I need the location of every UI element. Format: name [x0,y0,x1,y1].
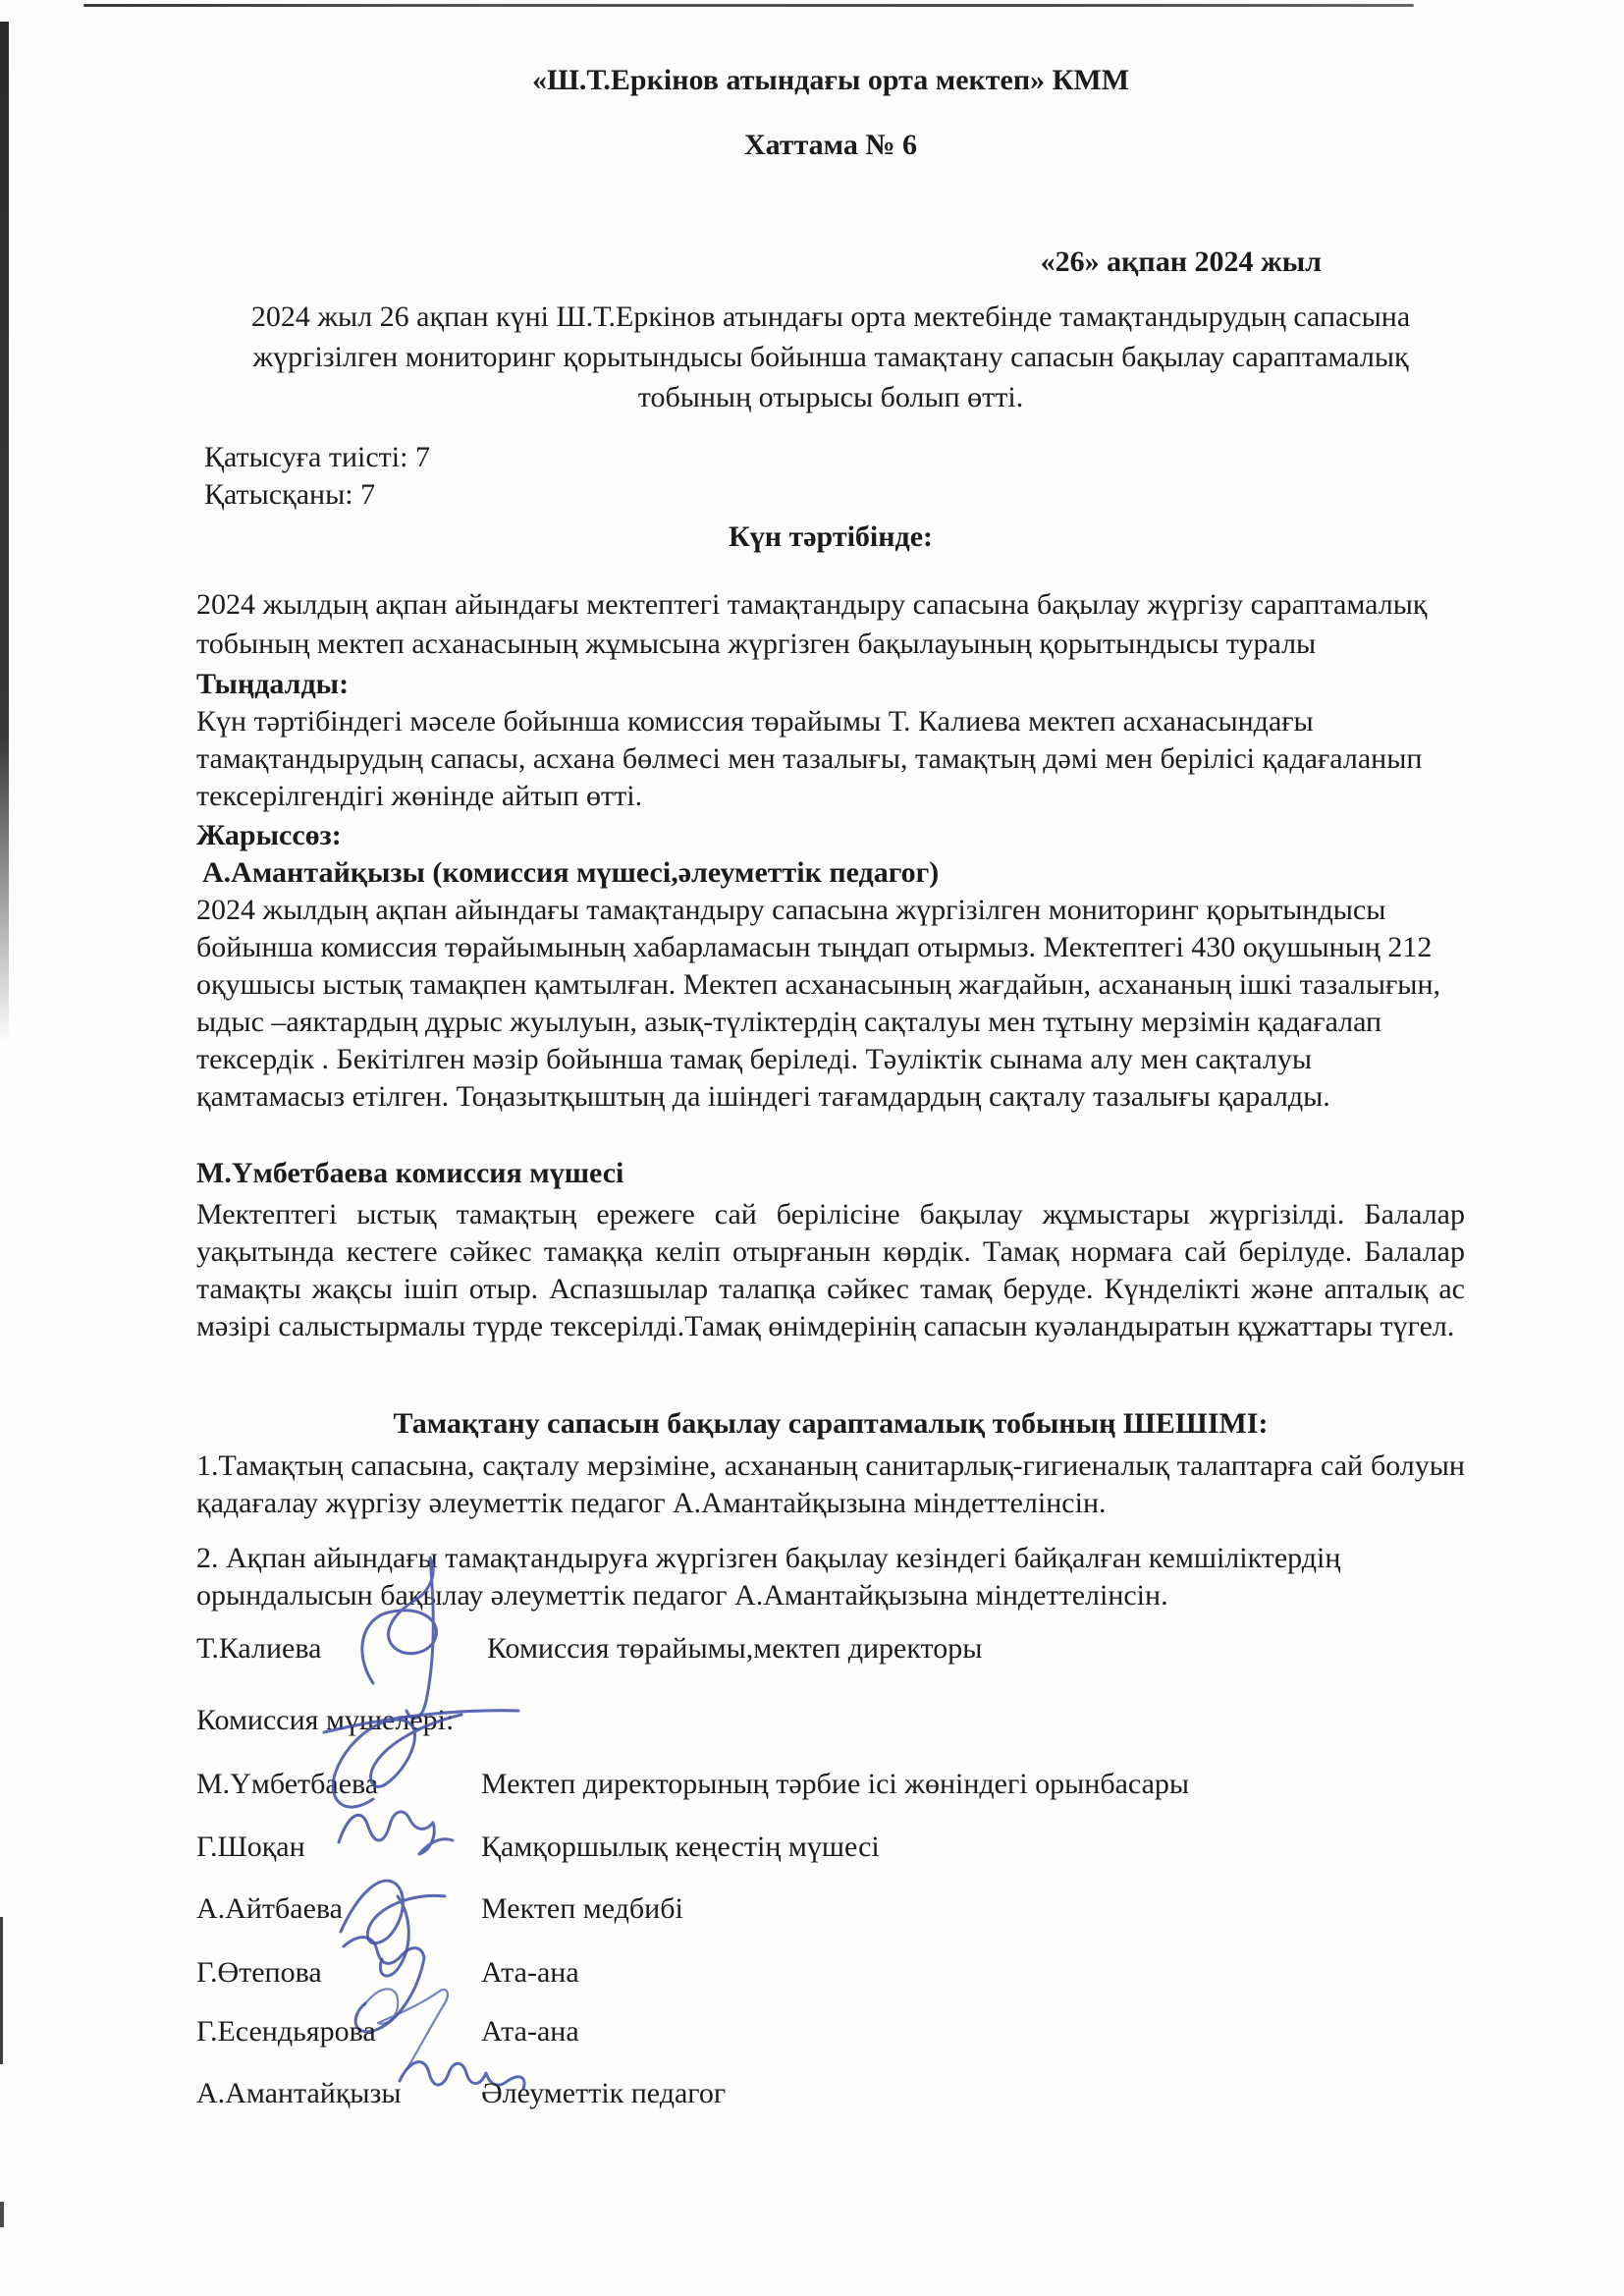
agenda-heading: Күн тәртібінде: [728,520,934,553]
decision-item-2: 2. Ақпан айындағы тамақтандыруға жүргізген бақылау кезіндегі байқалған кемшіліктердің орындалысын бақылау әлеуметтік педагог А.Амантайқызына міндеттелінсін. [196,1542,1341,1612]
signatory-role: Мектеп директорының тәрбие ісі жөніндегі орынбасары [481,1768,1190,1800]
heard-paragraph: Күн тәртібіндегі мәселе бойынша комиссия төрайымы Т. Калиева мектеп асханасындағы тамақтандырудың сапасы, асхана бөлмесі мен тазалығы, тамақтың дәмі мен берілісі қадағаланып тексерілгендігі жөнінде айтып өтті. [196,705,1423,812]
heard-heading: Тыңдалды: [196,668,350,700]
signatory-name: Г.Өтепова [196,1956,322,1989]
signature-row-member [196,2013,1465,2084]
signatory-role: Ата-ана [481,1956,579,1989]
decision-heading: Тамақтану сапасын бақылау сараптамалық тобының ШЕШІМІ: [393,1407,1269,1440]
commission-members-label: Комиссия мүшелері: [196,1704,455,1736]
decision-item-1: 1.Тамақтың сапасына, сақталу мерзіміне, асхананың санитарлық-гигиеналық талаптарға сай болуын қадағалау жүргізу әлеуметтік педагог А.Амантайқызына міндеттелінсін. [196,1449,1465,1519]
organization-title: «Ш.Т.Еркінов атындағы орта мектеп» КММ [531,64,1130,96]
signatory-name: М.Үмбетбаева [196,1768,379,1800]
signatory-name: Т.Калиева [196,1632,322,1665]
speaker2-paragraph: Мектептегі ыстық тамақтың ережеге сай берілісіне бақылау жұмыстары жүргізілді. Балалар уақытында кестеге сәйкес тамаққа келіп отырғанын көрдік. Тамақ нормаға сай берілуде. Балалар тамақты жақсы ішіп отыр. Аспазшылар талапқа сәйкес тамақ беруде. Күнделікті және апталық ас мәзірі салыстырмалы түрде тексерілді.Тамақ өнімдерінің сапасын куәландыратын құжаттары түгел. [196,1198,1465,1342]
speeches-heading: Жарыссөз: [196,819,342,851]
document-date: «26» ақпан 2024 жыл [1040,246,1322,278]
scan-edge-top-line [83,4,1414,7]
signatory-role: Комиссия төрайымы,мектеп директоры [487,1632,983,1665]
speaker1-paragraph: 2024 жылдың ақпан айындағы тамақтандыру сапасына жүргізілген мониторинг қорытындысы бойынша комиссия төрайымының хабарламасын тыңдап отырмыз. Мектептегі 430 оқушының 212 оқушысы ыстық тамақпен қамтылған. Мектеп асханасының жағдайын, асхананың ішкі тазалығын, ыдыс –аяктардың дұрыс жуылуын, азық-түліктердің сақталуы мен тұтыну мерзімін қадағалап тексердік . Бекітілген мәзір бойынша тамақ беріледі. Тәуліктік сынама алу мен сақталуы қамтамасыз етілген. Тоңазытқыштың да ішіндегі тағамдардың сақталу тазалығы қаралды. [196,894,1441,1113]
scan-edge-left-strip-lower [0,1917,3,2064]
attendance-required: Қатысуға тиісті: 7 [204,441,430,473]
signatory-role: Қамқоршылық кеңестің мүшесі [481,1831,880,1863]
scan-edge-left-strip [0,22,9,1043]
speaker1-heading: А.Амантайқызы (комиссия мүшесі,әлеуметтік педагог) [202,856,940,889]
protocol-number-title: Хаттама № 6 [743,129,918,161]
signature-row-member [196,2075,1465,2146]
signatory-role: Ата-ана [481,2015,579,2048]
signatory-name: Г.Есендьярова [196,2015,376,2048]
signatory-name: А.Амантайқызы [196,2077,402,2109]
signatory-name: А.Айтбаева [196,1892,343,1925]
scan-edge-left-tick [0,2202,4,2227]
signatory-role: Мектеп медбибі [481,1892,683,1925]
intro-paragraph: 2024 жыл 26 ақпан күні Ш.Т.Еркінов атындағы орта мектебінде тамақтандырудың сапасына жүргізілген мониторинг қорытындысы бойынша тамақтану сапасын бақылау сараптамалық тобының отырысы болып өтті. [250,301,1411,413]
speaker2-heading: М.Үмбетбаева комиссия мүшесі [196,1157,624,1189]
attendance-present: Қатысқаны: 7 [204,478,376,511]
agenda-paragraph: 2024 жылдың ақпан айындағы мектептегі тамақтандыру сапасына бақылау жүргізу сараптамалық тобының мектеп асханасының жұмысына жүргізген бақылауының қорытындысы туралы [196,588,1428,660]
signatory-role: Әлеуметтік педагог [481,2077,727,2109]
signatory-name: Г.Шоқан [196,1831,305,1863]
